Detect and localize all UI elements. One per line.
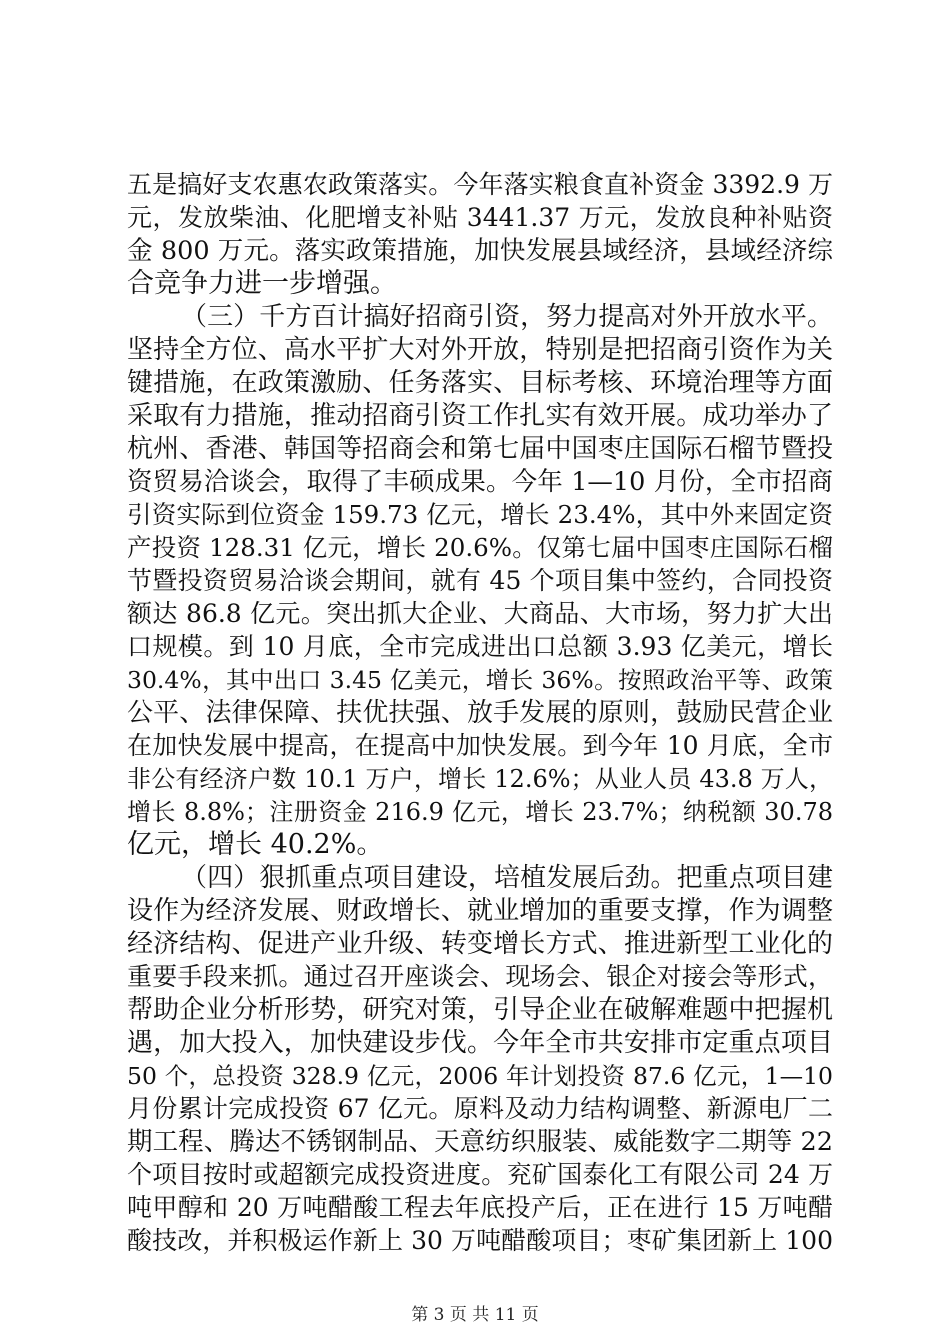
paragraph-line: 30.4%，其中出口 3.45 亿美元，增长 36%。按照政治平等、政策 (127, 666, 833, 694)
section-heading: （三）千方百计搞好招商引资，努力提高对外开放水平。 (181, 302, 833, 332)
paragraph-line: 口规模。到 10 月底，全市完成进出口总额 3.93 亿美元，增长 (127, 632, 833, 661)
paragraph-line: 节暨投资贸易洽谈会期间，就有 45 个项目集中签约，合同投资 (127, 566, 833, 595)
section-heading: （四）狠抓重点项目建设，培植发展后劲。把重点项目建 (181, 863, 833, 893)
paragraph-line: 额达 86.8 亿元。突出抓大企业、大商品、大市场，努力扩大出 (127, 599, 833, 628)
paragraph-line: 在加快发展中提高，在提高中加快发展。到今年 10 月底，全市 (127, 731, 833, 760)
paragraph-line: 月份累计完成投资 67 亿元。原料及动力结构调整、新源电厂二 (127, 1094, 833, 1123)
paragraph-line: 采取有力措施，推动招商引资工作扎实有效开展。成功举办了 (127, 401, 833, 431)
paragraph-line: 五是搞好支农惠农政策落实。今年落实粮食直补资金 3392.9 万 (127, 170, 833, 199)
paragraph-line: 酸技改，并积极运作新上 30 万吨醋酸项目；枣矿集团新上 100 (127, 1226, 833, 1255)
paragraph-line: 增长 8.8%；注册资金 216.9 亿元，增长 23.7%；纳税额 30.78 (127, 798, 833, 826)
paragraph-line: 重要手段来抓。通过召开座谈会、现场会、银企对接会等形式， (127, 962, 833, 991)
paragraph-line: 合竞争力进一步增强。 (127, 268, 397, 299)
paragraph-line: 遇，加大投入，加快建设步伐。今年全市共安排市定重点项目 (127, 1028, 833, 1058)
paragraph-line: 杭州、香港、韩国等招商会和第七届中国枣庄国际石榴节暨投 (127, 434, 833, 464)
paragraph-line: 经济结构、促进产业升级、转变增长方式、推进新型工业化的 (127, 929, 833, 959)
paragraph-line: 键措施，在政策激励、任务落实、目标考核、环境治理等方面 (127, 368, 833, 398)
paragraph-line: 公平、法律保障、扶优扶强、放手发展的原则，鼓励民营企业 (127, 698, 833, 728)
paragraph-line: 亿元，增长 40.2%。 (127, 829, 384, 860)
paragraph-line: 资贸易洽谈会，取得了丰硕成果。今年 1—10 月份，全市招商 (127, 467, 833, 497)
paragraph-line: 帮助企业分析形势，研究对策，引导企业在破解难题中把握机 (127, 995, 833, 1025)
paragraph-line: 坚持全方位、高水平扩大对外开放，特别是把招商引资作为关 (127, 335, 833, 365)
paragraph-line: 元，发放柴油、化肥增支补贴 3441.37 万元，发放良种补贴资 (127, 203, 833, 232)
paragraph-line: 设作为经济发展、财政增长、就业增加的重要支撑，作为调整 (127, 896, 833, 926)
paragraph-line: 非公有经济户数 10.1 万户，增长 12.6%；从业人员 43.8 万人， (127, 765, 833, 793)
paragraph-line: 产投资 128.31 亿元，增长 20.6%。仅第七届中国枣庄国际石榴 (127, 533, 833, 562)
paragraph-line: 引资实际到位资金 159.73 亿元，增长 23.4%，其中外来固定资 (127, 500, 833, 529)
paragraph-line: 50 个，总投资 328.9 亿元，2006 年计划投资 87.6 亿元，1—10 (127, 1062, 833, 1090)
paragraph-line: 金 800 万元。落实政策措施，加快发展县域经济，县域经济综 (127, 236, 833, 266)
paragraph-line: 期工程、腾达不锈钢制品、天意纺织服装、威能数字二期等 22 (127, 1127, 833, 1157)
paragraph-line: 吨甲醇和 20 万吨醋酸工程去年底投产后，正在进行 15 万吨醋 (127, 1193, 833, 1222)
page-number-footer: 第 3 页 共 11 页 (411, 1305, 539, 1325)
paragraph-line: 个项目按时或超额完成投资进度。兖矿国泰化工有限公司 24 万 (127, 1160, 833, 1189)
